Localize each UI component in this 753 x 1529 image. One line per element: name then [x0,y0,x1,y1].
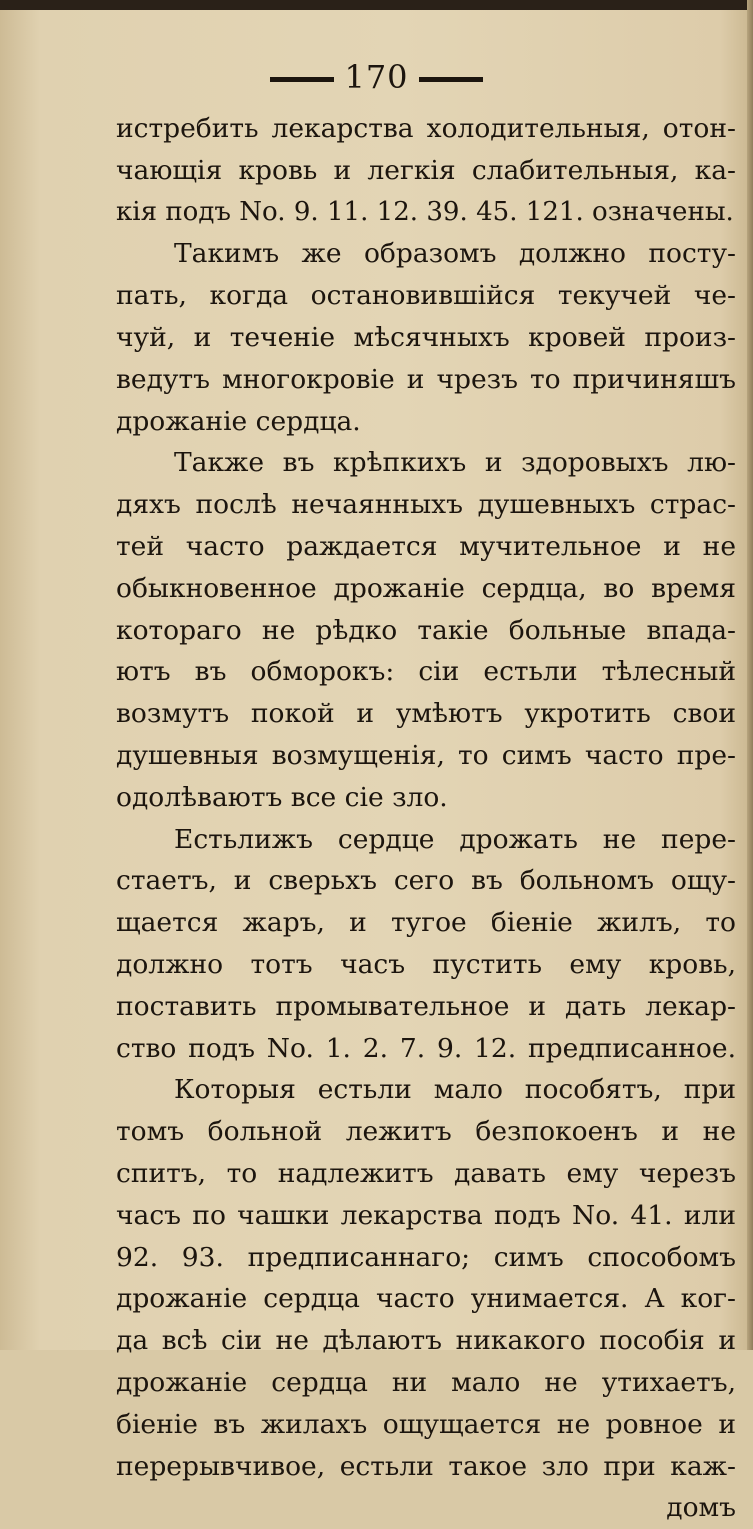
text-line: ведутъ многокровіе и чрезъ то причиняшъ [116,363,736,395]
text-line: дрожаніе сердца ни мало не утихаетъ, [116,1366,736,1398]
text-line: душевныя возмущенія, то симъ часто пре- [116,739,736,771]
text-line: чающія кровь и легкія слабительныя, ка- [116,154,736,186]
page-header [0,58,753,96]
text-line: 92. 93. предписаннаго; симъ способомъ [116,1241,736,1273]
text-line: щается жаръ, и тугое біеніе жилъ, то [116,907,736,939]
page-number: 170 [344,58,409,96]
text-line: стаетъ, и сверьхъ сего въ больномъ ощу- [116,865,736,897]
text-line: томъ больной лежитъ безпокоенъ и не [116,1116,736,1148]
text-line: Которыя естьли мало пособятъ, при [174,1074,736,1106]
body-text [116,108,736,1529]
text-line: Также въ крѣпкихъ и здоровыхъ лю- [174,447,736,479]
text-line: одолѣваютъ все сіе зло. [116,781,448,813]
text-line: поставить промывательное и дать лекар- [116,990,736,1022]
text-line: спитъ, то надлежитъ давать ему черезъ [116,1157,736,1189]
text-line: біеніе въ жилахъ ощущается не ровное и [116,1408,736,1440]
page-right-edge [747,0,753,1350]
text-line: Естьлижъ сердце дрожать не пере- [174,823,736,855]
text-line: ютъ въ обморокъ: сіи естьли тѣлесный [116,656,736,688]
text-line: котораго не рѣдко такіе больные впада- [116,614,736,646]
page-top-edge [0,0,753,10]
text-line: тей часто раждается мучительное и не [116,530,736,562]
text-line: ство подъ No. 1. 2. 7. 9. 12. предписанное. [116,1032,736,1064]
text-line: возмутъ покой и умѣютъ укротить свои [116,698,736,730]
text-line: дрожаніе сердца часто унимается. А ког- [116,1283,736,1315]
text-line: дрожаніе сердца. [116,405,361,437]
header-dash-right [419,77,483,82]
text-line: дяхъ послѣ нечаянныхъ душевныхъ страс- [116,489,736,521]
text-line: должно тотъ часъ пустить ему кровь, [116,948,736,980]
text-line: пать, когда остановившійся текучей че- [116,280,736,312]
text-line: часъ по чашки лекарства подъ No. 41. или [116,1199,736,1231]
text-line: обыкновенное дрожаніе сердца, во время [116,572,736,604]
catchword: домъ [666,1492,736,1524]
text-line: чуй, и теченіе мѣсячныхъ кровей произ- [116,321,736,353]
text-line: перерывчивое, естьли такое зло при каж- [116,1450,736,1482]
text-line: да всѣ сіи не дѣлаютъ никакого пособія и [116,1325,736,1357]
text-line: кія подъ No. 9. 11. 12. 39. 45. 121. означены. [116,196,734,227]
text-line: истребить лекарства холодительныя, отон- [116,113,736,144]
text-line: Такимъ же образомъ должно посту- [174,238,736,270]
header-dash-left [270,77,334,82]
